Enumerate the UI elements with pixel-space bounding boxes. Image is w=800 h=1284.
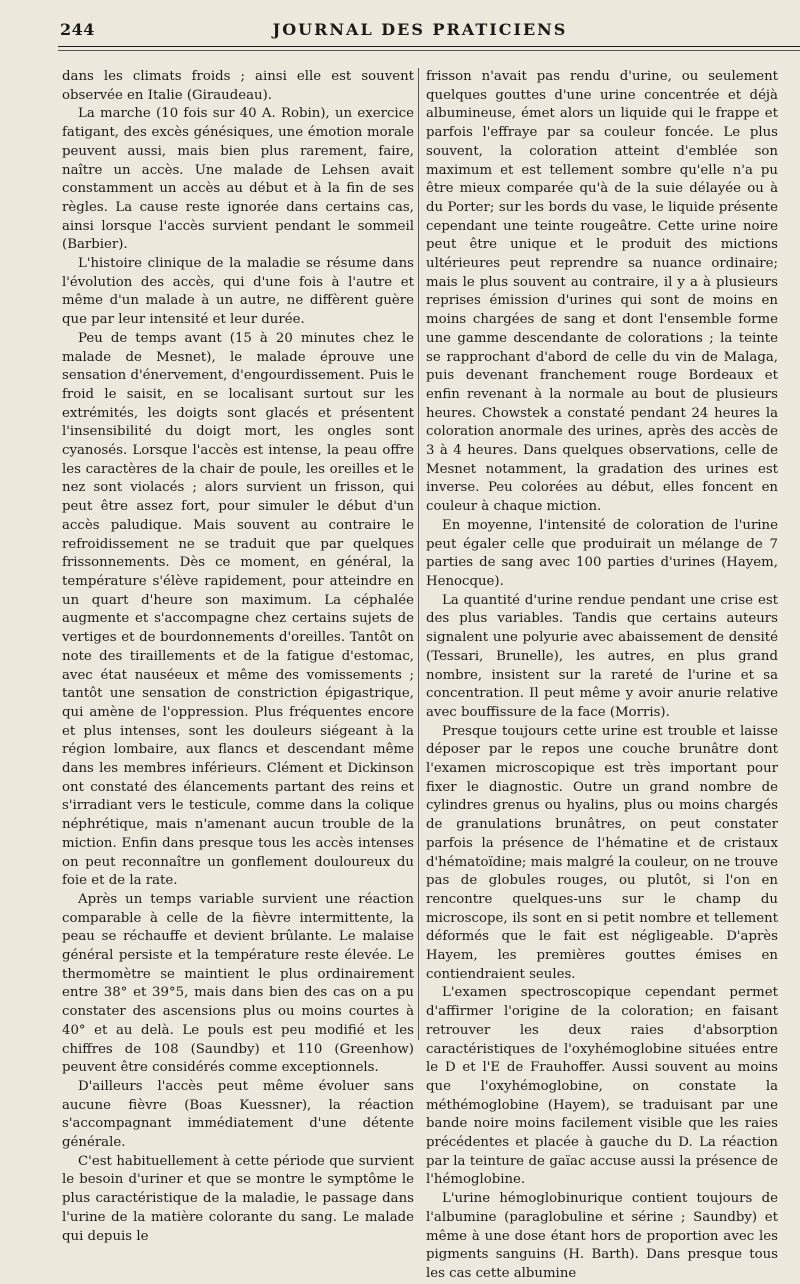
paragraph: L'histoire clinique de la maladie se résume dans l'évolution des accès, qui d'une fois à l'autre et même d'un malade à un autre, ne diffèrent guère que par leur intensité et leur durée.	[62, 256, 414, 328]
paragraph: En moyenne, l'intensité de coloration de l'urine peut égaler celle que produirait un mélange de 7 parties de sang avec 100 parties d'urines (Hayem, Henocque).	[426, 517, 778, 589]
paragraph: dans les climats froids ; ainsi elle est souvent observée en Italie (Giraudeau).	[62, 69, 414, 103]
header-rule	[58, 46, 800, 47]
paragraph: L'urine hémoglobinurique contient toujours de l'albumine (paraglobuline et sérine ; Saundby) et même à une dose étant hors de proportion avec les pigments sanguins (H. Barth). Dans presque tous les cas cette albumine	[426, 1191, 778, 1281]
right-column	[426, 68, 778, 1284]
header-rule-thin	[58, 50, 800, 51]
column-divider	[418, 68, 419, 1040]
paragraph: D'ailleurs l'accès peut même évoluer sans aucune fièvre (Boas Kuessner), la réaction s'accompagnant immédiatement d'une détente générale.	[62, 1078, 414, 1151]
paragraph: C'est habituellement à cette période que survient le besoin d'uriner et que se montre le symptôme le plus caractéristique de la maladie, le passage dans l'urine de la matière colorante du sang. Le malade qui depuis le	[62, 1153, 414, 1244]
journal-title: JOURNAL DES PRATICIENS	[272, 20, 568, 39]
page-header	[60, 20, 780, 42]
left-column	[62, 68, 414, 1246]
page-number: 244	[60, 20, 95, 39]
paragraph: Peu de temps avant (15 à 20 minutes chez le malade de Mesnet), le malade éprouve une sensation d'énervement, d'engourdissement. Puis le froid le saisit, en se localisant surtout sur les extrémités, les doigts sont glacés et présentent l'insensibilité du doigt mort, les ongles sont cyanosés. Lorsque l'accès est intense, la peau offre les caractères de la chair de poule, les oreilles et le nez sont violacés ; alors survient un frisson, qui peut être assez fort, pour simuler le début d'un accès paludique. Mais souvent au contraire le refroidissement ne se traduit que par quelques frissonnements. Dès ce moment, en général, la température s'élève rapidement, pour atteindre en un quart d'heure son maximum. La céphalée augmente et s'accompagne chez certains sujets de vertiges et de bourdonnements d'oreilles. Tantôt on note des tiraillements et de la fatigue d'estomac, avec état nauséeux et même des vomissements ; tantôt une sensation de constriction épigastrique, qui amène de l'oppression. Plus fréquentes encore et plus intenses, sont les douleurs siégeant à la région lombaire, aux flancs et descendant même dans les membres inférieurs. Clément et Dickinson ont constaté des élancements partant des reins et s'irradiant vers le testicule, comme dans la colique néphrétique, mais n'amenant aucun trouble de la miction. Enfin dans presque tous les accès intenses on peut reconnaître un gonflement douloureux du foie et de la rate.	[62, 330, 414, 889]
paragraph: L'examen spectroscopique cependant permet d'affirmer l'origine de la coloration; en faisant retrouver les deux raies d'absorption caractéristiques de l'oxyhémoglobine situées entre le D et l'E de Frauhoffer. Aussi souvent au moins que l'oxyhémoglobine, on constate la méthémoglobine (Hayem), se traduisant par une bande noire moins facilement visible que les raies précédentes et placée à gauche du D. La réaction par la teinture de gaïac accuse aussi la présence de l'hémoglobine.	[426, 985, 778, 1188]
paragraph: Après un temps variable survient une réaction comparable à celle de la fièvre intermittente, la peau se réchauffe et devient brûlante. Le malaise général persiste et la température reste élevée. Le thermomètre se maintient le plus ordinairement entre 38° et 39°5, mais dans bien des cas on a pu constater des ascensions plus ou moins courtes à 40° et au delà. Le pouls est peu modifié et les chiffres de 108 (Saundby) et 110 (Greenhow) peuvent être considérés comme exceptionnels.	[62, 891, 414, 1076]
paragraph: frisson n'avait pas rendu d'urine, ou seulement quelques gouttes d'une urine concentrée et déjà albumineuse, émet alors un liquide qui le frappe et parfois l'effraye par sa couleur foncée. Le plus souvent, la coloration atteint d'emblée son maximum et est tellement sombre qu'elle n'a pu être mieux comparée qu'à de la suie délayée ou à du Porter; sur les bords du vase, le liquide présente cependant une teinte rougeâtre. Cette urine noire peut être unique et le produit des mictions ultérieures peut reprendre sa nuance ordinaire; mais le plus souvent au contraire, il y a à plusieurs reprises émission d'urines qui sont de moins en moins chargées de sang et dont l'ensemble forme une gamme descendante de colorations ; la teinte se rapprochant d'abord de celle du vin de Malaga, puis devenant franchement rouge Bordeaux et enfin revenant à la normale au bout de plusieurs heures. Chowstek a constaté pendant 24 heures la coloration anormale des urines, après des accès de 3 à 4 heures. Dans quelques observations, celle de Mesnet notamment, la gradation des urines est inverse. Peu colorées au début, elles foncent en couleur à chaque miction.	[426, 69, 778, 515]
paragraph: La quantité d'urine rendue pendant une crise est des plus variables. Tandis que certains auteurs signalent une polyurie avec abaissement de densité (Tessari, Brunelle), les autres, en plus grand nombre, insistent sur la rareté de l'urine et sa concentration. Il peut même y avoir anurie relative avec bouffissure de la face (Morris).	[426, 592, 778, 720]
paragraph: Presque toujours cette urine est trouble et laisse déposer par le repos une couche brunâtre dont l'examen microscopique est très important pour fixer le diagnostic. Outre un grand nombre de cylindres grenus ou hyalins, plus ou moins chargés de granulations brunâtres, on peut constater parfois la présence de l'hématine et de cristaux d'hématoïdine; mais malgré la couleur, on ne trouve pas de globules rouges, ou plutôt, si l'on en rencontre quelques-uns sur le champ du microscope, ils sont en si petit nombre et tellement déformés que le fait est négligeable. D'après Hayem, les premières gouttes émises en contiendraient seules.	[426, 723, 778, 982]
paragraph: La marche (10 fois sur 40 A. Robin), un exercice fatigant, des excès génésiques, une émotion morale peuvent aussi, mais bien plus rarement, faire, naître un accès. Une malade de Lehsen avait constamment un accès au début et à la fin de ses règles. La cause reste ignorée dans certains cas, ainsi lorsque l'accès survient pendant le sommeil (Barbier).	[62, 106, 414, 253]
